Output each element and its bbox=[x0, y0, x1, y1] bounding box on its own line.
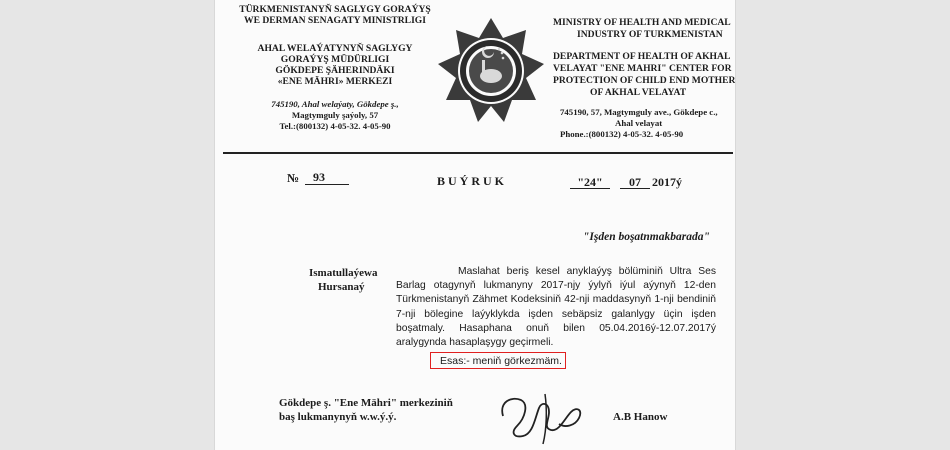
header-right-line2: INDUSTRY OF TURKMENISTAN bbox=[577, 29, 723, 40]
header-left-address2: Magtymguly şaýoly, 57 bbox=[291, 110, 379, 120]
header-right-line1: MINISTRY OF HEALTH AND MEDICAL bbox=[553, 17, 731, 28]
header-left-line1: TÜRKMENISTANYŇ SAGLYGY GORAÝYŞ bbox=[239, 4, 431, 15]
order-number: 93 bbox=[305, 171, 349, 185]
order-number-label: № bbox=[287, 171, 300, 185]
order-date-year: 2017ý bbox=[652, 175, 682, 189]
order-date-day: "24" bbox=[570, 176, 610, 189]
header-left-address1: 745190, Ahal welaýaty, Gökdepe ş., bbox=[271, 99, 399, 109]
header-left-line4: GORAÝYŞ MÜDÜRLIGI bbox=[280, 54, 390, 65]
recipient-name: Hursanaý bbox=[318, 281, 365, 293]
header-right-line4: VELAYAT "ENE MAHRI" CENTER FOR bbox=[553, 63, 732, 74]
header-right-line6: OF AKHAL VELAYAT bbox=[590, 87, 687, 98]
order-subject: "Işden boşatnmakbarada" bbox=[583, 231, 710, 243]
header-right-address2: Ahal velayat bbox=[615, 118, 663, 128]
order-title: BUÝRUK bbox=[437, 174, 508, 188]
recipient-surname: Ismatullaýewa bbox=[309, 267, 378, 279]
header-left-line3: AHAL WELAÝATYNYŇ SAGLYGY bbox=[257, 43, 413, 54]
signatory-name: A.B Hanow bbox=[613, 411, 668, 423]
handwritten-signature bbox=[495, 388, 615, 450]
footer-line2: baş lukmanynyň w.w.ý.ý. bbox=[279, 411, 397, 423]
header-left-phone: Tel.:(800132) 4-05-32. 4-05-90 bbox=[279, 121, 391, 131]
header-right-phone: Phone.:(800132) 4-05-32. 4-05-90 bbox=[560, 129, 684, 139]
header-divider bbox=[223, 152, 733, 154]
order-basis: Esas:- meniň görkezmäm. bbox=[440, 355, 562, 367]
header-left-line2: WE DERMAN SENAGATY MINISTRLIGI bbox=[243, 15, 427, 26]
header-right-line5: PROTECTION OF CHILD END MOTHER bbox=[553, 75, 735, 86]
header-left-line5: GÖKDEPE ŞÄHERINDÄKI bbox=[275, 65, 395, 76]
order-paragraph: Maslahat beriş kesel anyklaýyş bölüminiň Ultra Ses Barlag otagynyň lukmanyny 2017-njy ýylyň iýul aýynyň 12-den Türkmenistanyň Zähmet Kodeksiniň 42-nji maddasynyň 1-nji bendiniň 7-nji bölegine laýyklykda işden sebäpsiz galanlygy üçin işden boşatmaly. Hasaphana onuň bilen 05.04.2016ý-12.07.2017ý aralygynda hasaplaşygy geçirmeli. bbox=[396, 266, 716, 349]
order-date-month: 07 bbox=[620, 176, 650, 189]
state-emblem-icon bbox=[436, 16, 546, 126]
header-right-address1: 745190, 57, Magtymguly ave., Gökdepe c., bbox=[560, 107, 718, 117]
header-right-line3: DEPARTMENT OF HEALTH OF AKHAL bbox=[553, 51, 731, 62]
order-document bbox=[215, 0, 735, 450]
header-left-line6: «ENE MÄHRI» MERKEZI bbox=[277, 76, 393, 87]
footer-line1: Gökdepe ş. "Ene Mährі" merkeziniň bbox=[279, 397, 453, 409]
order-body bbox=[396, 265, 716, 350]
